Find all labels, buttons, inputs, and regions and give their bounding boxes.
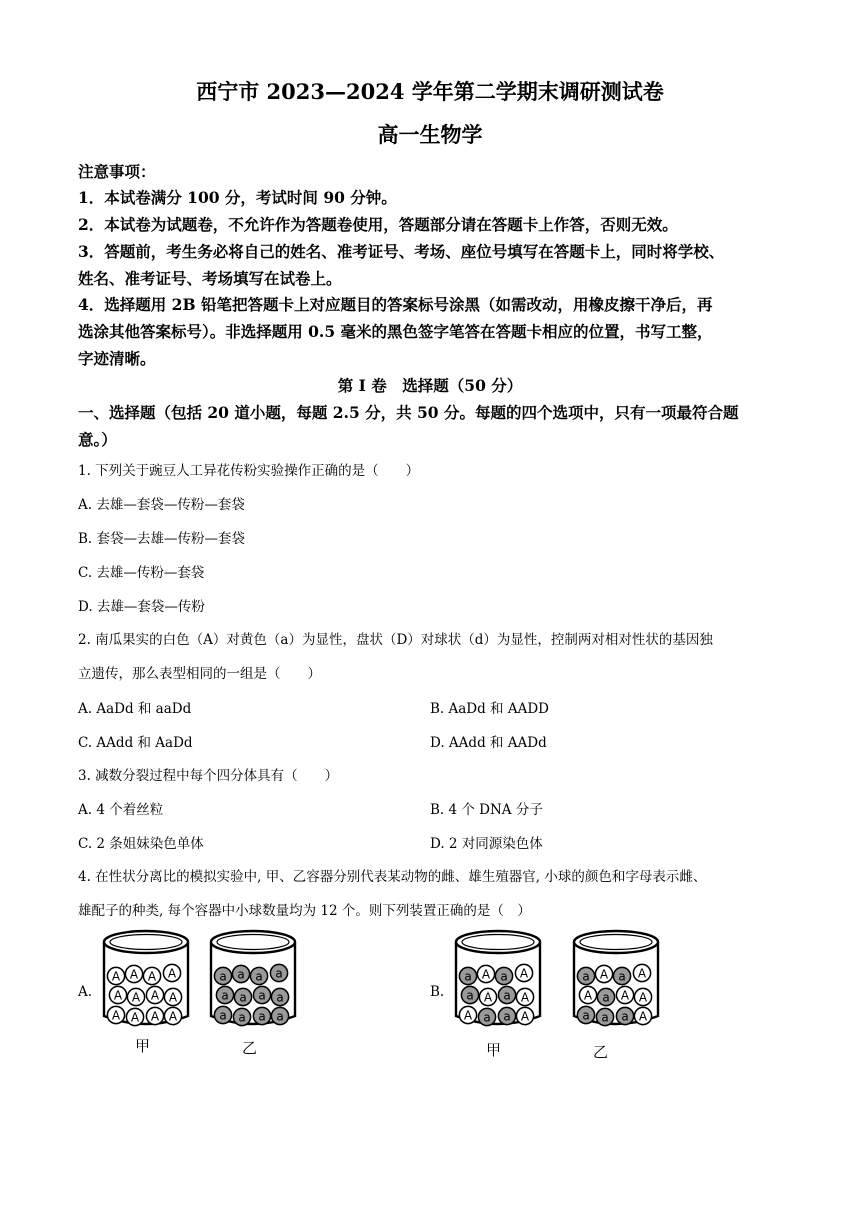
ball-letter: A [483,990,493,1005]
option-d: D. 去雄—套袋—传粉 [78,599,205,615]
ball [253,986,270,1003]
ball-letter: A [131,990,141,1005]
jar-label-jia: 甲 [135,1037,151,1055]
jar-label-yi: 乙 [242,1039,258,1057]
ball-letter: a [237,967,245,982]
ball-letter: a [500,969,508,984]
ball [107,967,124,984]
ball [577,1006,594,1023]
option-a-label: A. [78,984,93,1000]
note-line: 选涂其他答案标号）。非选择题用 0.5 毫米的黑色签字笔答在答题卡相应的位置，书写工整， [78,322,713,341]
option-c: C. 2 条姐妹染色单体 [78,836,204,852]
ball-letter: a [602,990,610,1005]
container-jia-option-b [452,928,544,1028]
ball [233,1008,250,1025]
ball [516,988,533,1005]
note-line: 字迹清晰。 [78,349,156,368]
ball [516,1007,533,1024]
ball-letter: A [520,990,530,1005]
ball-letter: a [503,1009,511,1024]
ball [232,965,249,982]
ball-letter: a [618,969,626,984]
ball [515,964,532,981]
ball-letter: A [599,967,609,982]
page-subtitle: 高一生物学 [377,122,483,147]
ball [495,967,512,984]
option-b-label: B. [430,984,445,1000]
ball [634,988,651,1005]
ball-letter: a [219,1008,227,1023]
question-stem: 4. 在性状分离比的模拟实验中, 甲、乙容器分别代表某动物的雌、雄生殖器官, 小球的颜色和字母表示雌、 [78,869,707,885]
ball-letter: A [481,967,491,982]
ball-letter: a [258,1009,266,1024]
ball [579,986,596,1003]
option-a: A. 去雄—套袋—传粉—套袋 [78,497,245,513]
option-a: A. 4 个着丝粒 [78,802,164,818]
ball [214,967,231,984]
ball-letter: a [621,1009,629,1024]
page-title: 西宁市 2023—2024 学年第二学期末调研测试卷 [196,79,664,104]
ball-letter: A [168,990,178,1005]
option-b: B. 4 个 DNA 分子 [430,802,543,818]
ball-letter: a [503,988,511,1003]
ball-letter: A [583,988,593,1003]
container-jia-option-a [100,928,192,1028]
ball [234,988,251,1005]
ball-letter: A [638,990,648,1005]
notes-heading: 注意事项： [78,162,156,181]
ball [253,1007,270,1024]
ball [143,967,160,984]
ball [164,988,181,1005]
section-instruction: 一、选择题（包括 20 道小题，每题 2.5 分，共 50 分。每题的四个选项中，只有一项最符合题 [78,403,739,422]
ball [461,986,478,1003]
question-stem: 雄配子的种类, 每个容器中小球数量均为 12 个。则下列装置正确的是（ ） [78,903,531,919]
ball-letter: a [219,969,227,984]
note-line: 3．答题前，考生务必将自己的姓名、准考证号、考场、座位号填写在答题卡上，同时将学校、 [78,242,725,261]
option-d: D. 2 对同源染色体 [430,836,543,852]
ball-letter: A [113,988,123,1003]
ball [127,988,144,1005]
ball [164,1007,181,1024]
ball-letter: a [483,1010,491,1025]
ball-letter: A [111,1008,121,1023]
note-line: 1．本试卷满分 100 分，考试时间 90 分钟。 [78,188,397,207]
jar-label-yi: 乙 [593,1043,609,1061]
ball [479,988,496,1005]
ball-letter: a [464,969,472,984]
ball-letter: a [221,988,229,1003]
ball [271,1007,288,1024]
container-yi-option-b [570,928,662,1028]
option-c: C. AAdd 和 AaDd [78,735,193,751]
ball [634,1007,651,1024]
ball-letter: A [111,969,121,984]
ball-letter: A [150,1009,160,1024]
ball-letter: A [130,1010,140,1025]
ball [633,964,650,981]
ball-letter: a [276,1009,284,1024]
ball-letter: a [466,988,474,1003]
ball [216,986,233,1003]
ball [477,965,494,982]
ball-letter: A [168,1009,178,1024]
option-b: B. AaDd 和 AADD [430,701,549,717]
ball-letter: a [582,969,590,984]
ball [616,1007,633,1024]
option-d: D. AAdd 和 AADd [430,735,547,751]
ball [498,986,515,1003]
jar-label-jia: 甲 [486,1041,502,1059]
ball [597,988,614,1005]
ball-letter: A [167,966,177,981]
note-line: 姓名、准考证号、考场填写在试卷上。 [78,269,342,288]
ball-letter: a [276,990,284,1005]
ball [126,1008,143,1025]
volume-title: 第 I 卷 选择题（50 分） [337,376,523,395]
ball [595,965,612,982]
ball-letter: a [239,990,247,1005]
ball-letter: a [258,988,266,1003]
ball-letter: A [637,966,647,981]
ball-letter: A [129,967,139,982]
ball-letter: A [620,988,630,1003]
ball [613,967,630,984]
ball-letter: A [463,1008,473,1023]
question-stem: 2. 南瓜果实的白色（A）对黄色（a）为显性，盘状（D）对球状（d）为显性，控制两对相对性状的基因独 [78,632,713,648]
ball [109,986,126,1003]
ball-letter: a [275,966,283,981]
ball-letter: A [638,1009,648,1024]
ball-letter: A [147,969,157,984]
ball [616,986,633,1003]
ball [107,1006,124,1023]
ball [498,1007,515,1024]
ball-letter: a [238,1010,246,1025]
option-a: A. AaDd 和 aaDd [78,701,192,717]
container-yi-option-a [207,928,299,1028]
ball [214,1006,231,1023]
ball [459,1006,476,1023]
ball [478,1008,495,1025]
question-stem: 3. 减数分裂过程中每个四分体具有（ ） [78,768,339,784]
ball [250,967,267,984]
ball [163,964,180,981]
ball [146,986,163,1003]
ball [596,1008,613,1025]
option-b: B. 套袋—去雄—传粉—套袋 [78,531,246,547]
question-stem: 1. 下列关于豌豆人工异花传粉实验操作正确的是（ ） [78,463,420,479]
ball-letter: A [150,988,160,1003]
ball [146,1007,163,1024]
note-line: 4．选择题用 2B 铅笔把答题卡上对应题目的答案标号涂黑（如需改动，用橡皮擦干净后，再 [78,295,713,314]
ball [125,965,142,982]
question-stem: 立遗传，那么表型相同的一组是（ ） [78,666,321,682]
ball-letter: A [520,1009,530,1024]
ball [270,964,287,981]
ball [577,967,594,984]
ball-letter: A [519,966,529,981]
section-instruction: 意。） [78,430,117,449]
ball [271,988,288,1005]
ball-letter: a [582,1008,590,1023]
ball [459,967,476,984]
option-c: C. 去雄—传粉—套袋 [78,565,205,581]
note-line: 2．本试卷为试题卷，不允许作为答题卷使用，答题部分请在答题卡上作答，否则无效。 [78,215,678,234]
ball-letter: a [601,1010,609,1025]
ball-letter: a [255,969,263,984]
